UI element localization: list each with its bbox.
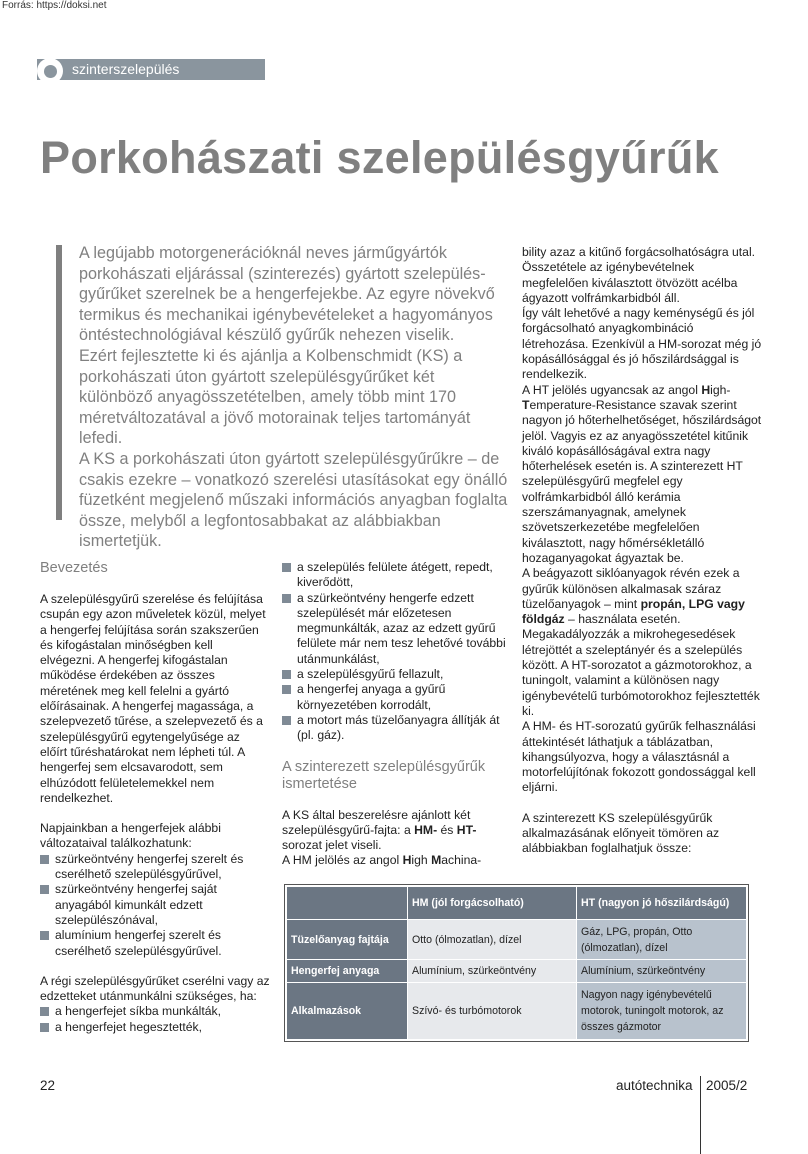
text-run: igh- xyxy=(710,382,731,397)
bullet-list xyxy=(40,1004,270,1035)
list-item: szürkeöntvény hengerfej szerelt és cserélhető szelepülésgyűrűvel, xyxy=(40,852,270,883)
paragraph: Így vált lehetővé a nagy keménységű és jól forgácsolható anyagkombináció létrehozása. Ezenkívül a HM-sorozat még jó kopásállósággal és jó hőszilárdsággal is rendelkezik. xyxy=(522,306,762,382)
paragraph xyxy=(522,566,762,719)
paragraph xyxy=(282,853,514,868)
section-logo-inner xyxy=(44,65,57,78)
text-run: emperature-Resistance szavak szerint nagyon jó hőterhelhetőséget, hőszilárdságot jelöl. Vagyis ez az anyagösszetétel kitűnik kiváló kopásállóságával extra nagy hőterhelések esetén is. A szinterezett HT szelepülésgyűrű megfelel egy volfrámkarbidból álló kerámia szerszámanyagnak, amelynek szövetszerkezetébe megfelelően kiválasztott, nagy hőmérsékletálló hozaganyagokat ágyaztak be. xyxy=(522,397,762,565)
paragraph xyxy=(522,383,762,567)
row-header-cell: Tüzelőanyag fajtája xyxy=(287,920,408,960)
list-item: a szürkeöntvény hengerfe edzett szelepülését már előzetesen megmunkálták, azaz az edzett gyűrű felülete már nem tesz lehetővé további utánmunkálást, xyxy=(282,591,514,667)
row-header-cell: Hengerfej anyaga xyxy=(287,960,408,983)
issue-number: 2005/2 xyxy=(706,1078,748,1093)
text-run: A KS által beszerelésre ajánlott két szelepülésgyűrű-fajta: a xyxy=(282,807,471,837)
table-cell: Alumínium, szürkeöntvény xyxy=(408,960,577,983)
text-run: A HT jelölés ugyancsak az angol xyxy=(522,382,702,397)
list-item: a hengerfejet síkba munkálták, xyxy=(40,1004,270,1019)
section-label: szinterszelepülés xyxy=(72,61,180,77)
table-header-cell: HM (jól forgácsolható) xyxy=(408,887,577,920)
paragraph xyxy=(282,808,514,854)
text-run: A beágyazott siklóanyagok révén ezek a gyűrűk különösen alkalmasak száraz tüzelőanyagok – mint xyxy=(522,566,740,611)
list-item: a hengerfejet hegesztették, xyxy=(40,1020,270,1035)
row-header-cell: Alkalmazások xyxy=(287,982,408,1039)
table-cell: Alumínium, szürkeöntvény xyxy=(577,960,747,983)
bold-run: H xyxy=(701,382,711,397)
text-run: sorozat jelet viseli. xyxy=(282,838,382,853)
section-heading-intro: Bevezetés xyxy=(40,560,108,576)
paragraph: Napjainkban a hengerfejek alábbi változataival találkozhatunk: xyxy=(40,821,221,851)
table-cell: Otto (ólmozatlan), dízel xyxy=(408,920,577,960)
source-note: Forrás: https://doksi.net xyxy=(2,0,107,11)
lead-paragraph: A KS a porkohászati úton gyártott szelepülésgyűrűkre – de csakis ezekre – vonatkozó szerelési utasításokat egy önálló füzetként megjelenő műszaki információs anyagban foglalta össze, melyből a legfontosabbakat az alábbiakban ismertetjük. xyxy=(79,449,508,551)
table-cell: Nagyon nagy igénybevételű motorok, tuningolt motorok, az összes gázmotor xyxy=(577,982,747,1039)
list-item: a szelepülésgyűrű fellazult, xyxy=(282,667,514,682)
column-1 xyxy=(40,560,270,1035)
bullet-list xyxy=(40,852,270,959)
bold-run: HM- xyxy=(414,822,438,837)
lead-bar xyxy=(56,245,62,520)
page-number: 22 xyxy=(40,1078,56,1093)
paragraph: A régi szelepülésgyűrűket cserélni vagy az edzetteket utánmunkálni szükséges, ha: xyxy=(40,973,270,1004)
text-run: achina- xyxy=(441,853,482,868)
list-item: szürkeöntvény hengerfej saját anyagából kimunkált edzett szelepülészónával, xyxy=(40,882,270,928)
bold-run: propán, LPG vagy földgáz xyxy=(522,596,745,627)
text-run: igh xyxy=(411,853,432,868)
paragraph: A szinterezett KS szelepülésgyűrűk alkalmazásának előnyeit tömören az alábbiakban foglalhatjuk össze: xyxy=(522,810,720,856)
table-header-cell: HT (nagyon jó hőszilárdságú) xyxy=(577,887,747,920)
column-2 xyxy=(282,560,514,869)
publication-name: autótechnika xyxy=(616,1078,693,1093)
table-cell: Szívó- és turbómotorok xyxy=(408,982,577,1039)
page-title: Porkohászati szelepülésgyűrűk xyxy=(40,132,719,183)
table-header-cell xyxy=(287,887,408,920)
text-run: és xyxy=(437,822,457,837)
bullet-list xyxy=(282,560,514,744)
table-row xyxy=(287,982,747,1039)
lead-paragraph: Ezért fejlesztette ki és ajánlja a Kolbenschmidt (KS) a porkohászati úton gyártott szelepülésgyűrűket két különböző anyagösszetételben, amely több mint 170 méretváltozatával a jövő motorainak teljes tartományát lefedi. xyxy=(79,346,471,448)
list-item: alumínium hengerfej szerelt és cserélhető szelepülésgyűrűvel. xyxy=(40,928,270,959)
text-run: – használata esetén. Megakadályozzák a mikrohegesedések létrejöttét a szeleptányér és a szelepülés között. A HT-sorozatot a gázmotorokhoz, a tuningolt, valamint a különösen nagy igénybevételű turbómotorokhoz fejlesztették ki. xyxy=(522,612,760,718)
bold-run: T xyxy=(522,397,530,412)
table-header-row xyxy=(287,887,747,920)
column-3 xyxy=(522,245,762,857)
table-cell: Gáz, LPG, propán, Otto (ólmozatlan), dízel xyxy=(577,920,747,960)
list-item: a hengerfej anyaga a gyűrű környezetében korrodált, xyxy=(282,682,514,713)
bold-run: H xyxy=(402,853,412,868)
list-item: a motort más tüzelőanyagra állítják át (pl. gáz). xyxy=(282,713,514,744)
list-item: a szelepülés felülete átégett, repedt, kiverődött, xyxy=(282,560,514,591)
spec-table xyxy=(286,886,747,1040)
section-heading-sintered: A szinterezett szelepülésgyűrűk ismertetése xyxy=(282,758,486,792)
text-run: A HM jelölés az angol xyxy=(282,853,403,868)
bold-run: M xyxy=(431,853,442,868)
paragraph: A szelepülésgyűrű szerelése és felújítása csupán egy azon műveletek közül, melyet a hengerfej felújítása során szakszerűen és kifogástalan minőségben kell elvégezni. A hengerfej kifogástalan működése érdekében az összes méretének meg kell felelni a gyártó előírásainak. A hengerfej magassága, a szelepvezető tűrése, a szelepvezető és a szelepülésgyűrű egytengelyűsége az előírt tűréshatárokat nem lépheti túl. A hengerfej sem elcsavarodott, sem elhúzódott felületelemekkel nem rendelkezhet. xyxy=(40,592,266,805)
paragraph: A HM- és HT-sorozatú gyűrűk felhasználási áttekintését láthatjuk a táblázatban, kihangsúlyozva, hogy a választásnál a motorfelújítónak fokozott gondossággal kell eljárni. xyxy=(522,719,756,795)
paragraph: bility azaz a kitűnő forgácsolhatóságra utal. Összetétele az igénybevételnek megfelelően kiválasztott ötvözött acélba ágyazott volfrámkarbidból áll. xyxy=(522,245,756,305)
lead-text xyxy=(79,243,509,552)
lead-paragraph: A legújabb motorgenerációknál neves járműgyártók porkohászati eljárással (szinterezés) gyártott szelepülés-gyűrűket szerelnek be a hengerfejekbe. Az egyre növekvő termikus és mechanikai igénybevételeket a hagyományos öntéstechnológiával készülő gyűrűk nehezen viselik. xyxy=(79,244,495,345)
table-row xyxy=(287,920,747,960)
table-row xyxy=(287,960,747,983)
spec-table-frame xyxy=(284,884,749,1042)
bold-run: HT- xyxy=(456,822,477,837)
footer-separator xyxy=(700,1076,701,1154)
